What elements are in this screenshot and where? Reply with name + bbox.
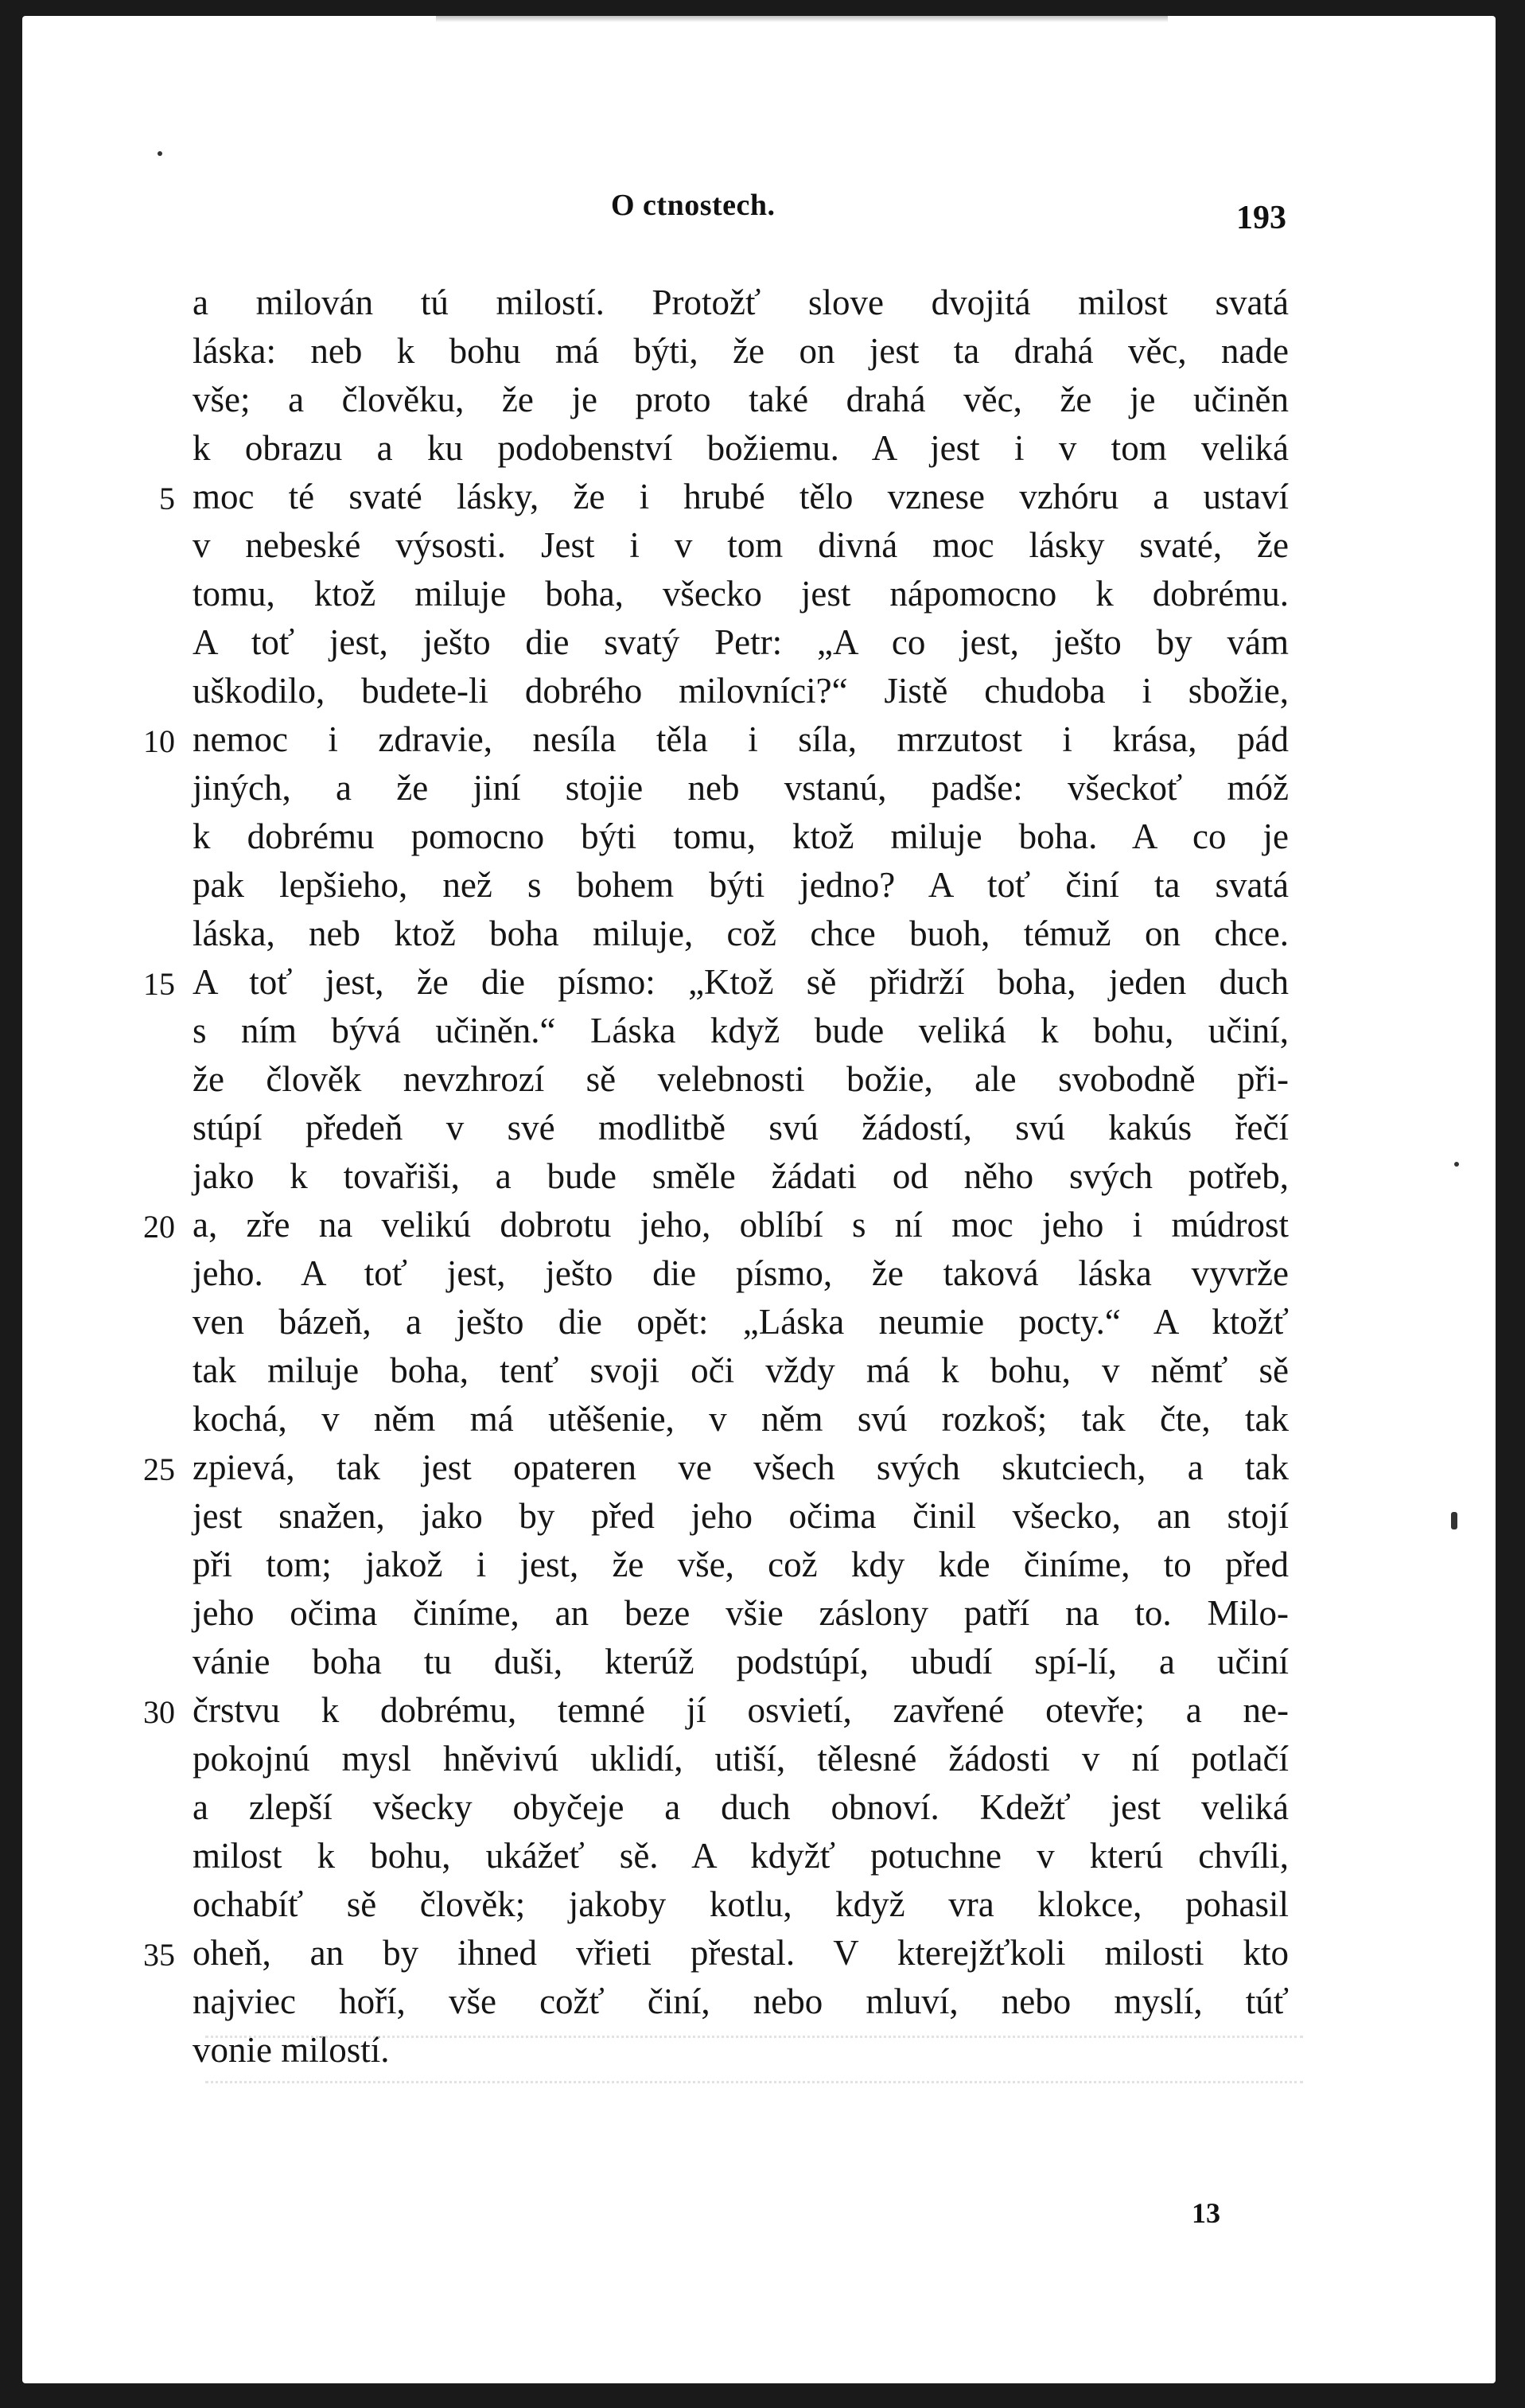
line-number: 10: [143, 723, 175, 759]
text-line: [193, 1298, 1289, 1346]
line-text: láska: neb k bohu má býti, že on jest ta drahá věc, nade: [193, 331, 1289, 371]
text-line: [193, 279, 1289, 327]
margin-mark: [1451, 1512, 1457, 1529]
line-number: 25: [143, 1451, 175, 1487]
line-text: stúpí předeň v své modlitbě svú žádostí, svú kakús řečí: [193, 1108, 1289, 1148]
line-text: jiných, a že jiní stojie neb vstanú, padše: všeckoť móž: [193, 768, 1289, 808]
line-text: nemoc i zdravie, nesíla těla i síla, mrzutost i krása, pád: [193, 719, 1289, 759]
line-text: a milován tú milostí. Protožť slove dvojitá milost svatá: [193, 282, 1289, 322]
line-text: uškodilo, budete-li dobrého milovníci?“ Jistě chudoba i sbožie,: [193, 671, 1289, 711]
line-text: jest snažen, jako by před jeho očima činil všecko, an stojí: [193, 1496, 1289, 1536]
text-line: [193, 1735, 1289, 1783]
line-text: k dobrému pomocno býti tomu, ktož miluje boha. A co je: [193, 816, 1289, 856]
page-number: 193: [1236, 200, 1286, 236]
text-line: [193, 1977, 1289, 2026]
text-line: [193, 521, 1289, 570]
text-line: [143, 1686, 1289, 1735]
line-text: jeho očima činíme, an beze všie záslony patří na to. Milo-: [193, 1593, 1289, 1633]
line-text: vše; a člověku, že je proto také drahá věc, že je učiněn: [193, 380, 1289, 419]
line-text: vonie milostí.: [193, 2030, 390, 2070]
line-text: moc té svaté lásky, že i hrubé tělo vznese vzhóru a ustaví: [193, 477, 1289, 516]
text-line: [193, 667, 1289, 715]
line-text: milost k bohu, ukážeť sě. A kdyžť potuchne v kterú chvíli,: [193, 1836, 1289, 1876]
line-number: 15: [143, 966, 175, 1002]
line-text: kochá, v něm má utěšenie, v něm svú rozkoš; tak čte, tak: [193, 1399, 1289, 1439]
line-text: A toť jest, ješto die svatý Petr: „A co jest, ješto by vám: [193, 622, 1289, 662]
line-text: A toť jest, že die písmo: „Ktož sě přidrží boha, jeden duch: [193, 962, 1289, 1002]
text-line: [143, 1201, 1289, 1249]
text-line: [143, 715, 1289, 764]
bleed-through-line: [205, 2081, 1303, 2115]
line-text: s ním bývá učiněn.“ Láska když bude veliká k bohu, učiní,: [193, 1011, 1289, 1050]
text-line: [193, 1638, 1289, 1686]
line-text: a zlepší všecky obyčeje a duch obnoví. Kdežť jest veliká: [193, 1787, 1289, 1827]
text-line: [193, 1783, 1289, 1832]
dust-speck: [158, 151, 162, 156]
text-line: [193, 910, 1289, 958]
line-text: k obrazu a ku podobenství božiemu. A jest i v tom veliká: [193, 428, 1289, 468]
line-number: 30: [143, 1694, 175, 1730]
text-line: [193, 1541, 1289, 1589]
line-text: jeho. A toť jest, ješto die písmo, že taková láska vyvrže: [193, 1253, 1289, 1293]
text-line: [193, 618, 1289, 667]
text-line: [193, 861, 1289, 910]
line-text: láska, neb ktož boha miluje, což chce buoh, témuž on chce.: [193, 914, 1289, 953]
line-text: ochabíť sě člověk; jakoby kotlu, když vra klokce, pohasil: [193, 1884, 1289, 1924]
text-line: [193, 1104, 1289, 1152]
text-line: [193, 424, 1289, 473]
line-text: tomu, ktož miluje boha, všecko jest nápomocno k dobrému.: [193, 574, 1289, 614]
line-text: jako k tovařiši, a bude směle žádati od něho svých potřeb,: [193, 1156, 1289, 1196]
text-line: [193, 812, 1289, 861]
line-text: črstvu k dobrému, temné jí osvietí, zavřené otevře; a ne-: [193, 1690, 1289, 1730]
line-text: že člověk nevzhrozí sě velebnosti božie, ale svobodně při-: [193, 1059, 1289, 1099]
text-line: [193, 570, 1289, 618]
bleed-through-text: [205, 2036, 1303, 2123]
running-title: O ctnostech.: [611, 189, 776, 222]
text-line: [193, 1832, 1289, 1880]
text-line: [193, 1346, 1289, 1395]
text-line: [143, 1444, 1289, 1492]
text-line: [193, 1395, 1289, 1444]
line-text: pokojnú mysl hněvivú uklidí, utiší, tělesné žádosti v ní potlačí: [193, 1739, 1289, 1779]
line-number: 5: [159, 481, 175, 516]
book-page: [22, 16, 1496, 2383]
page-edge-shadow: [436, 16, 1168, 22]
text-line: [193, 1152, 1289, 1201]
text-line: [193, 1880, 1289, 1929]
line-text: ven bázeň, a ješto die opět: „Láska neumie pocty.“ A ktožť: [193, 1302, 1289, 1342]
bleed-through-line: [205, 2036, 1303, 2070]
dust-speck: [1454, 1162, 1459, 1167]
line-text: tak miluje boha, tenť svoji oči vždy má k bohu, v němť sě: [193, 1350, 1289, 1390]
body-text: [143, 279, 1289, 2075]
text-line: [193, 1007, 1289, 1055]
line-text: a, zře na velikú dobrotu jeho, oblíbí s ní moc jeho i múdrost: [193, 1205, 1289, 1245]
line-text: vánie boha tu duši, kterúž podstúpí, ubudí spí-lí, a učiní: [193, 1642, 1289, 1681]
line-text: pak lepšieho, než s bohem býti jedno? A toť činí ta svatá: [193, 865, 1289, 905]
signature-mark: 13: [1192, 2197, 1220, 2229]
line-number: 20: [143, 1209, 175, 1245]
line-text: v nebeské výsosti. Jest i v tom divná moc lásky svaté, že: [193, 525, 1289, 565]
text-line: [193, 327, 1289, 376]
text-line: [193, 1589, 1289, 1638]
line-text: oheň, an by ihned vřieti přestal. V kterejžťkoli milosti kto: [193, 1933, 1289, 1973]
text-line: [193, 1492, 1289, 1541]
line-text: při tom; jakož i jest, že vše, což kdy kde činíme, to před: [193, 1545, 1289, 1584]
text-line: [159, 473, 1289, 521]
text-line: [193, 1249, 1289, 1298]
text-line: [193, 1055, 1289, 1104]
text-line: [193, 764, 1289, 812]
text-line: [143, 958, 1289, 1007]
line-number: 35: [143, 1937, 175, 1973]
text-line: [193, 376, 1289, 424]
line-text: najviec hoří, vše cožť činí, nebo mluví, nebo myslí, túť: [193, 1981, 1289, 2021]
text-line: [143, 1929, 1289, 1977]
line-text: zpievá, tak jest opateren ve všech svých skutciech, a tak: [193, 1448, 1289, 1487]
